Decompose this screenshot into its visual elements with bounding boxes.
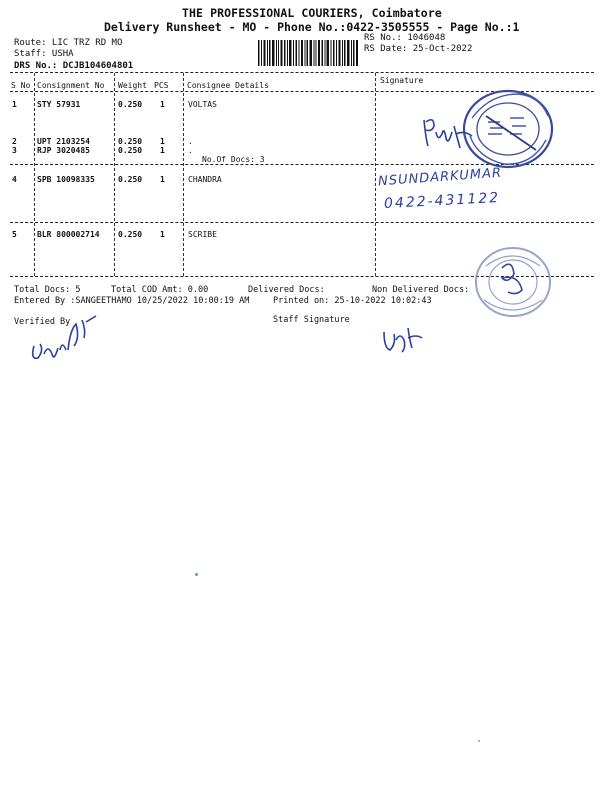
scan-speck	[478, 740, 480, 742]
table-cell-sno: 5	[12, 230, 17, 239]
no-of-docs: No.Of Docs: 3	[202, 155, 265, 164]
table-cell-weight: 0.250	[118, 230, 143, 239]
scan-speck	[195, 573, 198, 576]
table-cell-weight: 0.250	[118, 175, 143, 184]
table-cell-weight: 0.250	[118, 137, 143, 146]
table-cell-pcs: 1	[160, 100, 165, 109]
table-cell-consignee: VOLTAS	[188, 100, 217, 109]
scribe-stamp	[472, 244, 554, 320]
col-header-weight: Weight	[118, 81, 147, 90]
receiver-signature	[420, 112, 480, 152]
col-divider	[183, 73, 184, 276]
table-cell-consignment: STY 57931	[37, 100, 81, 109]
col-header-consignment: Consignment No	[37, 81, 105, 90]
table-top-rule	[10, 72, 594, 73]
table-cell-consignee: .	[188, 146, 193, 155]
col-divider	[114, 73, 115, 276]
table-cell-pcs: 1	[160, 137, 165, 146]
drs-number: DRS No.: DCJB104604801	[14, 61, 134, 71]
verified-by-label: Verified By	[14, 317, 71, 327]
handwritten-receiver-name: NSUNDARKUMAR	[377, 165, 503, 190]
table-cell-sno: 4	[12, 175, 17, 184]
table-cell-sno: 3	[12, 146, 17, 155]
table-cell-sno: 2	[12, 137, 17, 146]
entered-by: Entered By :SANGEETHAMO 10/25/2022 10:00:19 AM	[14, 296, 250, 306]
table-cell-consignment: SPB 10098335	[37, 175, 95, 184]
route-label: Route: LIC TRZ RD MO	[14, 38, 123, 48]
col-header-consignee: Consignee Details	[187, 81, 269, 90]
rs-number: RS No.: 1046048	[364, 33, 446, 43]
staff-signature-label: Staff Signature	[273, 315, 350, 325]
company-title: THE PROFESSIONAL COURIERS, Coimbatore	[182, 6, 442, 20]
col-divider	[375, 73, 376, 276]
col-divider	[34, 73, 35, 276]
table-cell-consignee: .	[188, 137, 193, 146]
non-delivered-docs: Non Delivered Docs:	[372, 285, 470, 295]
printed-on: Printed on: 25-10-2022 10:02:43	[273, 296, 432, 306]
table-cell-consignee: CHANDRA	[188, 175, 222, 184]
staff-signature	[378, 318, 428, 358]
rs-date: RS Date: 25-Oct-2022	[364, 44, 473, 54]
runsheet-subtitle: Delivery Runsheet - MO - Phone No.:0422-3505555 - Page No.:1	[104, 20, 520, 34]
table-cell-consignment: UPT 2103254	[37, 137, 90, 146]
table-cell-pcs: 1	[160, 175, 165, 184]
table-cell-pcs: 1	[160, 230, 165, 239]
table-cell-pcs: 1	[160, 146, 165, 155]
table-cell-weight: 0.250	[118, 100, 143, 109]
total-cod-amount: Total COD Amt: 0.00	[111, 285, 209, 295]
table-cell-sno: 1	[12, 100, 17, 109]
handwritten-receiver-phone: 0422-431122	[383, 189, 501, 213]
col-header-pcs: PCS	[154, 81, 169, 90]
col-header-sno: S No	[11, 81, 31, 90]
verified-by-signature	[26, 310, 106, 370]
table-cell-weight: 0.250	[118, 146, 143, 155]
table-cell-consignment: BLR 800002714	[37, 230, 100, 239]
table-cell-consignment: RJP 3020485	[37, 146, 90, 155]
group-rule-2	[10, 222, 594, 223]
staff-label: Staff: USHA	[14, 49, 74, 59]
barcode	[258, 40, 358, 66]
delivered-docs: Delivered Docs:	[248, 285, 325, 295]
total-docs: Total Docs: 5	[14, 285, 81, 295]
col-header-signature: Signature	[380, 76, 424, 85]
table-cell-consignee: SCRIBE	[188, 230, 217, 239]
